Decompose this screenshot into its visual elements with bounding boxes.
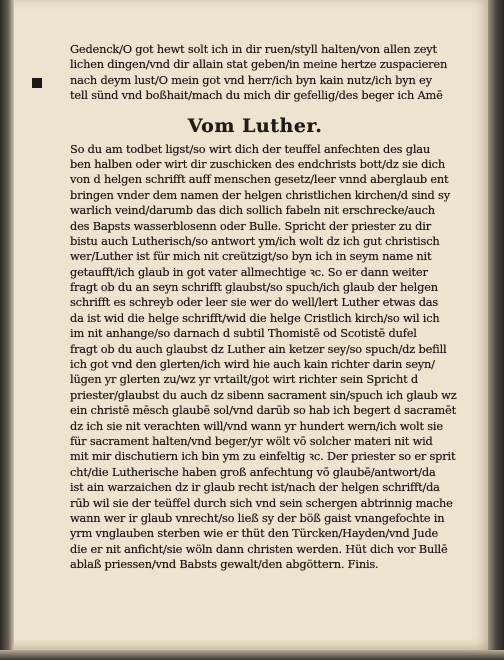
page-edge-right (488, 0, 504, 660)
intro-line: lichen dingen/vnd dir allain stat geben/in meine hertze zuspacieren (70, 57, 448, 72)
body-line: rūb wil sie der teüffel durch sich vnd sein schergen abtrinnig mache (70, 495, 453, 510)
body-line: wer/Luther ist für mich nit creützigt/so byn ich in seym name nit (70, 249, 432, 264)
body-line: So du am todbet ligst/so wirt dich der teuffel anfechten des glau (70, 141, 430, 156)
body-line: getaufft/ich glaub in got vater allmechtige ꝛc. So er dann weiter (70, 264, 428, 279)
body-line: lügen yr glerten zu/wz yr vrtailt/got wirt richter sein Spricht d (70, 372, 419, 387)
page-text (70, 42, 480, 573)
body-line: schrifft es schreyb oder leer sie wer do well/lert Luther etwas das (70, 295, 439, 310)
body-line: cht/die Lutherische haben groß anfechtung vō glaubē/antwort/da (70, 464, 436, 479)
intro-line: nach deym lust/O mein got vnd herr/ich byn kain nutz/ich byn ey (70, 72, 432, 87)
body-line: bistu auch Lutherisch/so antwort ym/ich wolt dz ich gut christisch (70, 233, 440, 248)
body-line: wann wer ir glaub vnrecht/so ließ sy der böß gaist vnangefochte in (70, 510, 445, 525)
book-spine (0, 0, 14, 650)
body-line: fragt ob du auch glaubst dz Luther ain ketzer sey/so spuch/dz befill (70, 341, 447, 356)
body-line: ablaß priessen/vnd Babsts gewalt/den abgöttern. Finis. (70, 557, 379, 572)
body-line: dz ich sie nit verachten will/vnd wann yr hundert wern/ich wolt sie (70, 418, 443, 433)
body-line: priester/glaubst du auch dz sibenn sacrament sin/spuch ich glaub wz (70, 387, 457, 402)
page-edge-bottom (0, 650, 504, 660)
body-line: mit mir dischutiern ich bin ym zu einfeltig ꝛc. Der priester so er sprit (70, 449, 456, 464)
body-line: yrm vnglauben sterben wie er thüt den Türcken/Hayden/vnd Jude (70, 526, 439, 541)
body-line: im nit anhange/so darnach d subtil Thomistē od Scotistē dufel (70, 326, 417, 341)
body-line: die er nit anficht/sie wöln dann christen werden. Hüt dich vor Bullē (70, 541, 448, 556)
margin-mark (32, 78, 42, 88)
body-line: von d helgen schrifft auff menschen gesetz/leer vnnd aberglaub ent (70, 172, 449, 187)
body-line: ich got vnd den glerten/ich wird hie auch kain richter darin seyn/ (70, 357, 435, 372)
body-line: warlich veind/darumb das dich sollich fabeln nit erschrecke/auch (70, 203, 435, 218)
body-line: ein christē mēsch glaubē sol/vnd darūb so hab ich begert d sacramēt (70, 403, 456, 418)
body-line: da ist wid die helge schrifft/wid die helge Cristlich kirch/so wil ich (70, 310, 440, 325)
body-line: ist ain warzaichen dz ir glaub recht ist/nach der helgen schrifft/da (70, 480, 440, 495)
intro-line: Gedenck/O got hewt solt ich in dir ruen/styll halten/von allen zeyt (70, 42, 437, 56)
body-line: bringen vnder dem namen der helgen christlichen kirchen/d sind sy (70, 187, 450, 202)
section-heading: Vom Luther. (187, 114, 323, 137)
body-line: ben halben oder wirt dir zuschicken des endchrists bott/dz sie dich (70, 156, 445, 171)
body-line: für sacrament halten/vnd beger/yr wölt vō solcher materi nit wid (70, 433, 433, 448)
body-line: fragt ob du an seyn schrifft glaubst/so spuch/ich glaub der helgen (70, 280, 438, 295)
intro-line: tell sünd vnd boßhait/mach du mich dir gefellig/des beger ich Amē (70, 88, 443, 103)
body-line: des Bapsts wasserblosenn oder Bulle. Spricht der priester zu dir (70, 218, 431, 233)
